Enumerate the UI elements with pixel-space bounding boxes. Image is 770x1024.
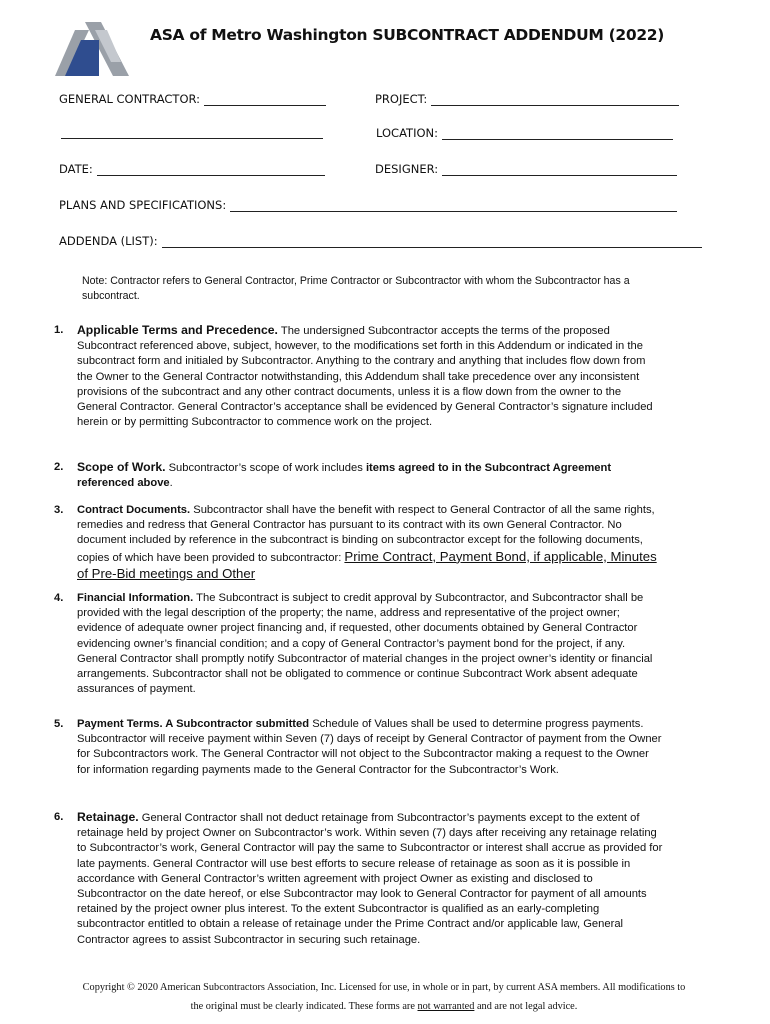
addenda-input[interactable] <box>162 235 702 248</box>
addenda-field <box>59 234 702 248</box>
section-heading: Scope of Work. <box>77 460 166 474</box>
section-heading: Payment Terms. A Subcontractor submitted <box>77 718 310 730</box>
section-text: General Contractor shall not deduct retainage from Subcontractor’s payments except to the extent of retainage held by project Owner on Subcontractor’s work. Within seven (7) days after receiving any retainage relating to Subcontractor’s work, General Contractor will pay the same to Subcontractor or interest shall accrue as provided for late payments. General Contractor will use best efforts to secure release of retainage as soon as it is possible in accordance with General Contractor’s written agreement with project Owner as existing and disclosed to Subcontractor on the date hereof, or else Subcontractor may look to General Contractor for payment of all amounts retained by the project owner plus interest. To the extent Subcontractor is qualified as an early-completing subcontractor entitled to obtain a release of retainage under the Prime Contract and/or applicable law, General Contractor agrees to assist Subcontractor in securing such retainage. <box>77 812 663 946</box>
project-label: PROJECT: <box>375 92 428 106</box>
plans-specs-input[interactable] <box>230 199 677 212</box>
note-text: Note: Contractor refers to General Contractor, Prime Contractor or Subcontractor with whom the Subcontractor has a subcontract. <box>82 275 630 302</box>
general-contractor-line2-field <box>61 126 323 139</box>
section-underlined-text: Prime Contract, Payment Bond, if applicable, Minutes of Pre-Bid meetings and Other <box>77 548 657 581</box>
section-text: The Subcontract is subject to credit approval by Subcontractor, and Subcontractor shall be provided with the legal description of the property; the name, address and representative of the project owner; evidence of adequate owner project financing and, if requested, other documents obtained by General Contractor evidencing owner’s financial condition; and a copy of General Contractor’s payment bond for the project, if any. General Contractor shall promptly notify Subcontractor of material changes in the project owner’s identity or financial arrangements. Subcontractor shall not be obligated to commence or continue Subcontract Work absent adequate assurances of payment. <box>77 592 653 696</box>
section-heading: Financial Information. <box>77 592 194 604</box>
general-contractor-input[interactable] <box>204 93 326 106</box>
section-number: 4. <box>54 592 64 604</box>
section-text: Schedule of Values shall be used to determine progress payments. Subcontractor will receive payment within Seven (7) days of receipt by General Contractor of payment from the Owner for Subcontractors work. The General Contractor will not object to the Subcontractor making a request to the Owner for information regarding payments made to the General Contractor for the Subcontractor’s Work. <box>77 718 662 776</box>
designer-label: DESIGNER: <box>375 162 439 176</box>
section-heading: Contract Documents. <box>77 504 191 516</box>
asa-logo-icon <box>55 22 131 76</box>
page-title: ASA of Metro Washington SUBCONTRACT ADDENDUM (2022) <box>150 26 665 44</box>
designer-input[interactable] <box>442 163 677 176</box>
section-text: Subcontractor’s scope of work includes <box>168 462 363 474</box>
project-field <box>375 92 679 106</box>
section-number: 1. <box>54 324 64 336</box>
date-field <box>59 162 325 176</box>
plans-specs-label: PLANS AND SPECIFICATIONS: <box>59 198 227 212</box>
section-number: 2. <box>54 461 64 473</box>
section-text: The undersigned Subcontractor accepts the terms of the proposed Subcontract referenced above, subject, however, to the modifications set forth in this Addendum or indicated in the subcontract form and initialed by Subcontractor. Anything to the contrary and anything that includes flow down from the Owner to the General Contractor notwithstanding, this Addendum shall take precedence over any inconsistent provisions of the subcontract and any other contract documents, unless it is a flow down from the owner to the General Contractor. General Contractor’s acceptance shall be evidenced by General Contractor’s signature included herein or by permitting Subcontractor to commence work on the project. <box>77 325 653 429</box>
location-input[interactable] <box>442 127 673 140</box>
designer-field <box>375 162 677 176</box>
plans-specs-field <box>59 198 677 212</box>
section-retainage <box>54 810 664 948</box>
footer-line-1: Copyright © 2020 American Subcontractors Association, Inc. Licensed for use, in whole or in part, by current ASA members. All modifications to <box>82 982 686 993</box>
section-applicable-terms <box>54 323 664 430</box>
general-contractor-label: GENERAL CONTRACTOR: <box>59 92 201 106</box>
footer-line-2: the original must be clearly indicated. These forms are not warranted and are not legal advice. <box>190 1001 578 1012</box>
general-contractor-input-2[interactable] <box>61 126 323 139</box>
date-input[interactable] <box>97 163 325 176</box>
section-text: Subcontractor shall have the benefit with respect to General Contractor of all the same rights, remedies and redress that General Contractor has pursuant to its contract with its own General Contractor. No document included by reference in the subcontract is binding on subcontractor except for the following documents, copies of which have been provided to subcontractor: <box>77 504 655 564</box>
date-label: DATE: <box>59 162 93 176</box>
section-number: 5. <box>54 718 64 730</box>
not-warranted-text: not warranted <box>417 1001 475 1012</box>
section-end: . <box>169 477 173 490</box>
section-payment-terms <box>54 717 664 778</box>
general-contractor-field <box>59 92 326 106</box>
project-input[interactable] <box>431 93 679 106</box>
section-number: 3. <box>54 504 64 516</box>
section-heading: Applicable Terms and Precedence. <box>77 323 278 337</box>
location-label: LOCATION: <box>376 126 438 140</box>
location-field <box>376 126 673 140</box>
section-financial-information <box>54 591 664 697</box>
section-contract-documents <box>54 503 664 583</box>
copyright-footer <box>40 978 728 1016</box>
addenda-label: ADDENDA (LIST): <box>59 234 158 248</box>
section-number: 6. <box>54 811 64 823</box>
section-heading: Retainage. <box>77 810 139 824</box>
section-bold-text: items agreed to in the Subcontract Agreement referenced above <box>77 462 612 490</box>
section-scope-of-work <box>54 460 664 491</box>
